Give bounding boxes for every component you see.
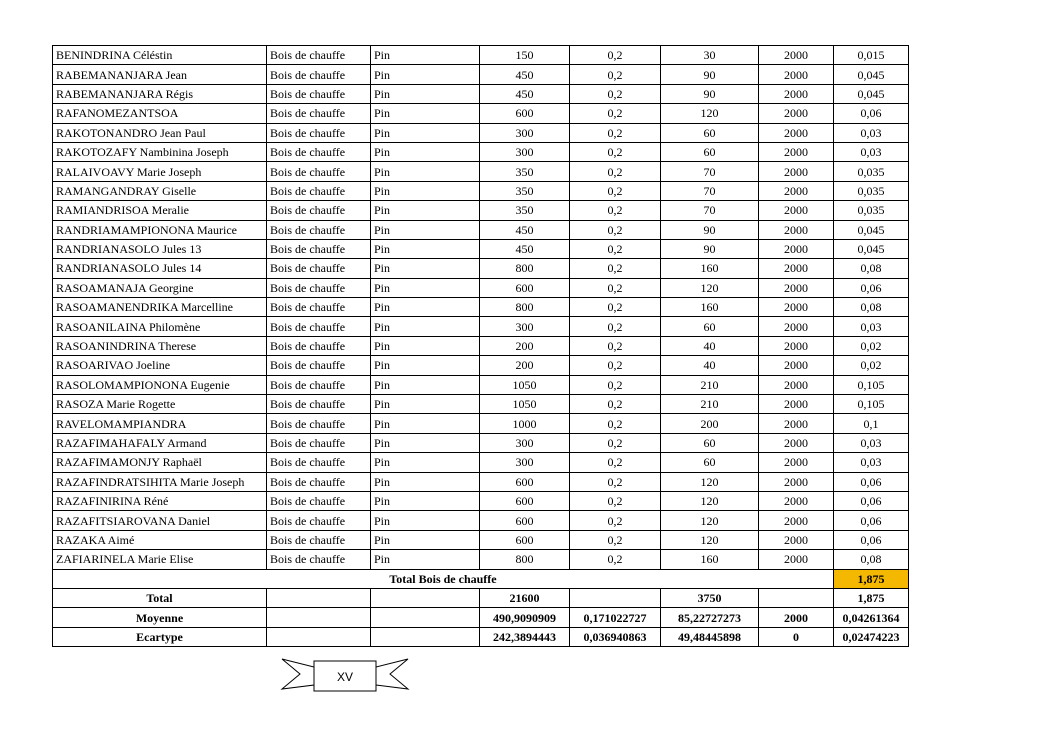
value-cell: 0,06 bbox=[834, 530, 909, 549]
value-cell: 0,08 bbox=[834, 298, 909, 317]
value-cell: 0,02 bbox=[834, 356, 909, 375]
year-cell: 2000 bbox=[759, 336, 834, 355]
product-cell: Bois de chauffe bbox=[267, 472, 371, 491]
quantity-cell: 150 bbox=[480, 46, 570, 65]
species-cell: Pin bbox=[371, 201, 480, 220]
page-number-label: XV bbox=[336, 670, 353, 684]
value-cell: 0,08 bbox=[834, 259, 909, 278]
species-cell: Pin bbox=[371, 375, 480, 394]
year-cell: 2000 bbox=[759, 298, 834, 317]
table-row bbox=[53, 46, 909, 65]
summary-cell: 242,3894443 bbox=[480, 627, 570, 646]
table-row bbox=[53, 84, 909, 103]
value-cell: 0,045 bbox=[834, 239, 909, 258]
table-row bbox=[53, 336, 909, 355]
product-cell: Bois de chauffe bbox=[267, 84, 371, 103]
value-cell: 0,03 bbox=[834, 142, 909, 161]
product-cell: Bois de chauffe bbox=[267, 123, 371, 142]
ratio-cell: 0,2 bbox=[570, 201, 661, 220]
year-cell: 2000 bbox=[759, 84, 834, 103]
summary-cell: 0 bbox=[759, 627, 834, 646]
value-cell: 0,06 bbox=[834, 104, 909, 123]
ratio-cell: 0,2 bbox=[570, 162, 661, 181]
summary-cell: 2000 bbox=[759, 608, 834, 627]
table-row bbox=[53, 278, 909, 297]
product-cell: Bois de chauffe bbox=[267, 181, 371, 200]
year-cell: 2000 bbox=[759, 201, 834, 220]
name-cell: RABEMANANJARA Régis bbox=[53, 84, 267, 103]
year-cell: 2000 bbox=[759, 239, 834, 258]
species-cell: Pin bbox=[371, 317, 480, 336]
product-cell: Bois de chauffe bbox=[267, 356, 371, 375]
summary-cell: 490,9090909 bbox=[480, 608, 570, 627]
ratio-cell: 0,2 bbox=[570, 142, 661, 161]
year-cell: 2000 bbox=[759, 104, 834, 123]
summary-cell bbox=[570, 588, 661, 607]
table-row bbox=[53, 201, 909, 220]
value-cell: 0,045 bbox=[834, 65, 909, 84]
value-cell: 0,06 bbox=[834, 472, 909, 491]
table-row bbox=[53, 511, 909, 530]
name-cell: ZAFIARINELA Marie Elise bbox=[53, 550, 267, 569]
volume-cell: 120 bbox=[661, 278, 759, 297]
year-cell: 2000 bbox=[759, 375, 834, 394]
ratio-cell: 0,2 bbox=[570, 220, 661, 239]
quantity-cell: 350 bbox=[480, 181, 570, 200]
product-cell: Bois de chauffe bbox=[267, 336, 371, 355]
table-row bbox=[53, 259, 909, 278]
value-cell: 0,06 bbox=[834, 491, 909, 510]
total-bois-label: Total Bois de chauffe bbox=[53, 569, 834, 588]
product-cell: Bois de chauffe bbox=[267, 453, 371, 472]
product-cell: Bois de chauffe bbox=[267, 550, 371, 569]
ratio-cell: 0,2 bbox=[570, 356, 661, 375]
volume-cell: 40 bbox=[661, 356, 759, 375]
product-cell: Bois de chauffe bbox=[267, 46, 371, 65]
ratio-cell: 0,2 bbox=[570, 65, 661, 84]
species-cell: Pin bbox=[371, 104, 480, 123]
year-cell: 2000 bbox=[759, 356, 834, 375]
species-cell: Pin bbox=[371, 162, 480, 181]
name-cell: RASOAMANAJA Georgine bbox=[53, 278, 267, 297]
year-cell: 2000 bbox=[759, 142, 834, 161]
product-cell: Bois de chauffe bbox=[267, 375, 371, 394]
quantity-cell: 300 bbox=[480, 142, 570, 161]
quantity-cell: 600 bbox=[480, 530, 570, 549]
year-cell: 2000 bbox=[759, 414, 834, 433]
ratio-cell: 0,2 bbox=[570, 550, 661, 569]
name-cell: RAFANOMEZANTSOA bbox=[53, 104, 267, 123]
product-cell: Bois de chauffe bbox=[267, 491, 371, 510]
table-row bbox=[53, 472, 909, 491]
summary-label: Ecartype bbox=[53, 627, 267, 646]
volume-cell: 160 bbox=[661, 550, 759, 569]
volume-cell: 120 bbox=[661, 530, 759, 549]
value-cell: 0,02 bbox=[834, 336, 909, 355]
product-cell: Bois de chauffe bbox=[267, 239, 371, 258]
year-cell: 2000 bbox=[759, 259, 834, 278]
ratio-cell: 0,2 bbox=[570, 46, 661, 65]
ratio-cell: 0,2 bbox=[570, 181, 661, 200]
value-cell: 0,08 bbox=[834, 550, 909, 569]
volume-cell: 90 bbox=[661, 239, 759, 258]
table-row bbox=[53, 453, 909, 472]
product-cell: Bois de chauffe bbox=[267, 278, 371, 297]
volume-cell: 120 bbox=[661, 104, 759, 123]
product-cell: Bois de chauffe bbox=[267, 220, 371, 239]
year-cell: 2000 bbox=[759, 278, 834, 297]
table-row bbox=[53, 375, 909, 394]
species-cell: Pin bbox=[371, 453, 480, 472]
quantity-cell: 450 bbox=[480, 84, 570, 103]
name-cell: RAVELOMAMPIANDRA bbox=[53, 414, 267, 433]
product-cell: Bois de chauffe bbox=[267, 433, 371, 452]
name-cell: RALAIVOAVY Marie Joseph bbox=[53, 162, 267, 181]
year-cell: 2000 bbox=[759, 395, 834, 414]
summary-cell: 1,875 bbox=[834, 588, 909, 607]
total-bois-row bbox=[53, 569, 909, 588]
product-cell: Bois de chauffe bbox=[267, 511, 371, 530]
volume-cell: 60 bbox=[661, 453, 759, 472]
species-cell: Pin bbox=[371, 433, 480, 452]
volume-cell: 60 bbox=[661, 142, 759, 161]
year-cell: 2000 bbox=[759, 317, 834, 336]
summary-cell bbox=[759, 588, 834, 607]
species-cell: Pin bbox=[371, 511, 480, 530]
summary-cell bbox=[371, 588, 480, 607]
name-cell: RANDRIAMAMPIONONA Maurice bbox=[53, 220, 267, 239]
species-cell: Pin bbox=[371, 46, 480, 65]
species-cell: Pin bbox=[371, 239, 480, 258]
ratio-cell: 0,2 bbox=[570, 84, 661, 103]
table-row bbox=[53, 530, 909, 549]
table-row bbox=[53, 123, 909, 142]
name-cell: RANDRIANASOLO Jules 13 bbox=[53, 239, 267, 258]
year-cell: 2000 bbox=[759, 220, 834, 239]
summary-label: Total bbox=[53, 588, 267, 607]
volume-cell: 70 bbox=[661, 201, 759, 220]
summary-body bbox=[53, 569, 909, 647]
ratio-cell: 0,2 bbox=[570, 104, 661, 123]
name-cell: RAMANGANDRAY Giselle bbox=[53, 181, 267, 200]
volume-cell: 90 bbox=[661, 65, 759, 84]
ratio-cell: 0,2 bbox=[570, 395, 661, 414]
table-body bbox=[53, 46, 909, 570]
ratio-cell: 0,2 bbox=[570, 375, 661, 394]
value-cell: 0,015 bbox=[834, 46, 909, 65]
summary-row bbox=[53, 627, 909, 646]
species-cell: Pin bbox=[371, 84, 480, 103]
ratio-cell: 0,2 bbox=[570, 453, 661, 472]
ratio-cell: 0,2 bbox=[570, 317, 661, 336]
product-cell: Bois de chauffe bbox=[267, 162, 371, 181]
value-cell: 0,045 bbox=[834, 84, 909, 103]
volume-cell: 60 bbox=[661, 433, 759, 452]
quantity-cell: 800 bbox=[480, 550, 570, 569]
name-cell: RAZAKA Aimé bbox=[53, 530, 267, 549]
volume-cell: 120 bbox=[661, 511, 759, 530]
table-row bbox=[53, 298, 909, 317]
product-cell: Bois de chauffe bbox=[267, 395, 371, 414]
name-cell: RAKOTONANDRO Jean Paul bbox=[53, 123, 267, 142]
year-cell: 2000 bbox=[759, 181, 834, 200]
name-cell: BENINDRINA Céléstin bbox=[53, 46, 267, 65]
species-cell: Pin bbox=[371, 336, 480, 355]
year-cell: 2000 bbox=[759, 65, 834, 84]
name-cell: RANDRIANASOLO Jules 14 bbox=[53, 259, 267, 278]
volume-cell: 60 bbox=[661, 317, 759, 336]
product-cell: Bois de chauffe bbox=[267, 201, 371, 220]
product-cell: Bois de chauffe bbox=[267, 142, 371, 161]
quantity-cell: 800 bbox=[480, 298, 570, 317]
quantity-cell: 600 bbox=[480, 104, 570, 123]
summary-cell: 21600 bbox=[480, 588, 570, 607]
table-row bbox=[53, 491, 909, 510]
volume-cell: 160 bbox=[661, 259, 759, 278]
summary-cell bbox=[267, 627, 371, 646]
table-row bbox=[53, 239, 909, 258]
product-cell: Bois de chauffe bbox=[267, 298, 371, 317]
table-row bbox=[53, 433, 909, 452]
species-cell: Pin bbox=[371, 298, 480, 317]
summary-cell: 0,02474223 bbox=[834, 627, 909, 646]
table-row bbox=[53, 65, 909, 84]
table-row bbox=[53, 317, 909, 336]
species-cell: Pin bbox=[371, 278, 480, 297]
value-cell: 0,03 bbox=[834, 123, 909, 142]
value-cell: 0,03 bbox=[834, 453, 909, 472]
summary-cell bbox=[371, 627, 480, 646]
table-row bbox=[53, 550, 909, 569]
ratio-cell: 0,2 bbox=[570, 336, 661, 355]
table-row bbox=[53, 220, 909, 239]
table-row bbox=[53, 104, 909, 123]
quantity-cell: 1000 bbox=[480, 414, 570, 433]
table-row bbox=[53, 395, 909, 414]
product-cell: Bois de chauffe bbox=[267, 65, 371, 84]
name-cell: RAZAFITSIAROVANA Daniel bbox=[53, 511, 267, 530]
summary-cell bbox=[371, 608, 480, 627]
summary-cell: 49,48445898 bbox=[661, 627, 759, 646]
name-cell: RASOARIVAO Joeline bbox=[53, 356, 267, 375]
volume-cell: 70 bbox=[661, 162, 759, 181]
value-cell: 0,035 bbox=[834, 162, 909, 181]
volume-cell: 160 bbox=[661, 298, 759, 317]
summary-row bbox=[53, 588, 909, 607]
name-cell: RABEMANANJARA Jean bbox=[53, 65, 267, 84]
species-cell: Pin bbox=[371, 181, 480, 200]
quantity-cell: 300 bbox=[480, 433, 570, 452]
volume-cell: 120 bbox=[661, 472, 759, 491]
summary-cell bbox=[267, 588, 371, 607]
ratio-cell: 0,2 bbox=[570, 414, 661, 433]
species-cell: Pin bbox=[371, 123, 480, 142]
volume-cell: 200 bbox=[661, 414, 759, 433]
summary-cell: 0,04261364 bbox=[834, 608, 909, 627]
quantity-cell: 200 bbox=[480, 356, 570, 375]
name-cell: RAKOTOZAFY Nambinina Joseph bbox=[53, 142, 267, 161]
quantity-cell: 300 bbox=[480, 317, 570, 336]
table-row bbox=[53, 162, 909, 181]
quantity-cell: 600 bbox=[480, 491, 570, 510]
quantity-cell: 350 bbox=[480, 201, 570, 220]
species-cell: Pin bbox=[371, 356, 480, 375]
value-cell: 0,045 bbox=[834, 220, 909, 239]
year-cell: 2000 bbox=[759, 46, 834, 65]
value-cell: 0,03 bbox=[834, 433, 909, 452]
quantity-cell: 800 bbox=[480, 259, 570, 278]
summary-cell: 85,22727273 bbox=[661, 608, 759, 627]
species-cell: Pin bbox=[371, 220, 480, 239]
table-row bbox=[53, 181, 909, 200]
quantity-cell: 600 bbox=[480, 472, 570, 491]
volume-cell: 40 bbox=[661, 336, 759, 355]
product-cell: Bois de chauffe bbox=[267, 530, 371, 549]
name-cell: RASOANILAINA Philomène bbox=[53, 317, 267, 336]
table-row bbox=[53, 142, 909, 161]
year-cell: 2000 bbox=[759, 491, 834, 510]
ratio-cell: 0,2 bbox=[570, 491, 661, 510]
species-cell: Pin bbox=[371, 142, 480, 161]
value-cell: 0,105 bbox=[834, 375, 909, 394]
species-cell: Pin bbox=[371, 414, 480, 433]
ratio-cell: 0,2 bbox=[570, 278, 661, 297]
name-cell: RASOLOMAMPIONONA Eugenie bbox=[53, 375, 267, 394]
name-cell: RAZAFIMAHAFALY Armand bbox=[53, 433, 267, 452]
table-row bbox=[53, 356, 909, 375]
species-cell: Pin bbox=[371, 491, 480, 510]
quantity-cell: 450 bbox=[480, 239, 570, 258]
quantity-cell: 350 bbox=[480, 162, 570, 181]
product-cell: Bois de chauffe bbox=[267, 414, 371, 433]
species-cell: Pin bbox=[371, 472, 480, 491]
summary-label: Moyenne bbox=[53, 608, 267, 627]
volume-cell: 70 bbox=[661, 181, 759, 200]
ratio-cell: 0,2 bbox=[570, 239, 661, 258]
name-cell: RAZAFINIRINA Réné bbox=[53, 491, 267, 510]
year-cell: 2000 bbox=[759, 123, 834, 142]
ratio-cell: 0,2 bbox=[570, 259, 661, 278]
year-cell: 2000 bbox=[759, 472, 834, 491]
year-cell: 2000 bbox=[759, 453, 834, 472]
summary-cell: 0,036940863 bbox=[570, 627, 661, 646]
summary-row bbox=[53, 608, 909, 627]
name-cell: RASOAMANENDRIKA Marcelline bbox=[53, 298, 267, 317]
quantity-cell: 600 bbox=[480, 511, 570, 530]
volume-cell: 210 bbox=[661, 375, 759, 394]
value-cell: 0,06 bbox=[834, 511, 909, 530]
value-cell: 0,105 bbox=[834, 395, 909, 414]
product-cell: Bois de chauffe bbox=[267, 104, 371, 123]
value-cell: 0,035 bbox=[834, 181, 909, 200]
year-cell: 2000 bbox=[759, 162, 834, 181]
volume-cell: 60 bbox=[661, 123, 759, 142]
name-cell: RAMIANDRISOA Meralie bbox=[53, 201, 267, 220]
volume-cell: 120 bbox=[661, 491, 759, 510]
species-cell: Pin bbox=[371, 550, 480, 569]
species-cell: Pin bbox=[371, 65, 480, 84]
quantity-cell: 300 bbox=[480, 453, 570, 472]
year-cell: 2000 bbox=[759, 511, 834, 530]
year-cell: 2000 bbox=[759, 433, 834, 452]
ratio-cell: 0,2 bbox=[570, 298, 661, 317]
species-cell: Pin bbox=[371, 395, 480, 414]
quantity-cell: 450 bbox=[480, 65, 570, 84]
volume-cell: 30 bbox=[661, 46, 759, 65]
quantity-cell: 600 bbox=[480, 278, 570, 297]
volume-cell: 90 bbox=[661, 220, 759, 239]
name-cell: RAZAFIMAMONJY Raphaël bbox=[53, 453, 267, 472]
value-cell: 0,1 bbox=[834, 414, 909, 433]
summary-cell: 3750 bbox=[661, 588, 759, 607]
ratio-cell: 0,2 bbox=[570, 472, 661, 491]
name-cell: RASOANINDRINA Therese bbox=[53, 336, 267, 355]
quantity-cell: 200 bbox=[480, 336, 570, 355]
total-bois-value: 1,875 bbox=[834, 569, 909, 588]
name-cell: RAZAFINDRATSIHITA Marie Joseph bbox=[53, 472, 267, 491]
summary-cell bbox=[267, 608, 371, 627]
quantity-cell: 300 bbox=[480, 123, 570, 142]
summary-cell: 0,171022727 bbox=[570, 608, 661, 627]
ratio-cell: 0,2 bbox=[570, 511, 661, 530]
ratio-cell: 0,2 bbox=[570, 530, 661, 549]
year-cell: 2000 bbox=[759, 530, 834, 549]
name-cell: RASOZA Marie Rogette bbox=[53, 395, 267, 414]
volume-cell: 210 bbox=[661, 395, 759, 414]
data-table bbox=[52, 45, 909, 647]
species-cell: Pin bbox=[371, 259, 480, 278]
quantity-cell: 1050 bbox=[480, 395, 570, 414]
species-cell: Pin bbox=[371, 530, 480, 549]
ratio-cell: 0,2 bbox=[570, 433, 661, 452]
table-row bbox=[53, 414, 909, 433]
value-cell: 0,06 bbox=[834, 278, 909, 297]
value-cell: 0,035 bbox=[834, 201, 909, 220]
product-cell: Bois de chauffe bbox=[267, 259, 371, 278]
value-cell: 0,03 bbox=[834, 317, 909, 336]
quantity-cell: 1050 bbox=[480, 375, 570, 394]
product-cell: Bois de chauffe bbox=[267, 317, 371, 336]
ratio-cell: 0,2 bbox=[570, 123, 661, 142]
volume-cell: 90 bbox=[661, 84, 759, 103]
year-cell: 2000 bbox=[759, 550, 834, 569]
quantity-cell: 450 bbox=[480, 220, 570, 239]
